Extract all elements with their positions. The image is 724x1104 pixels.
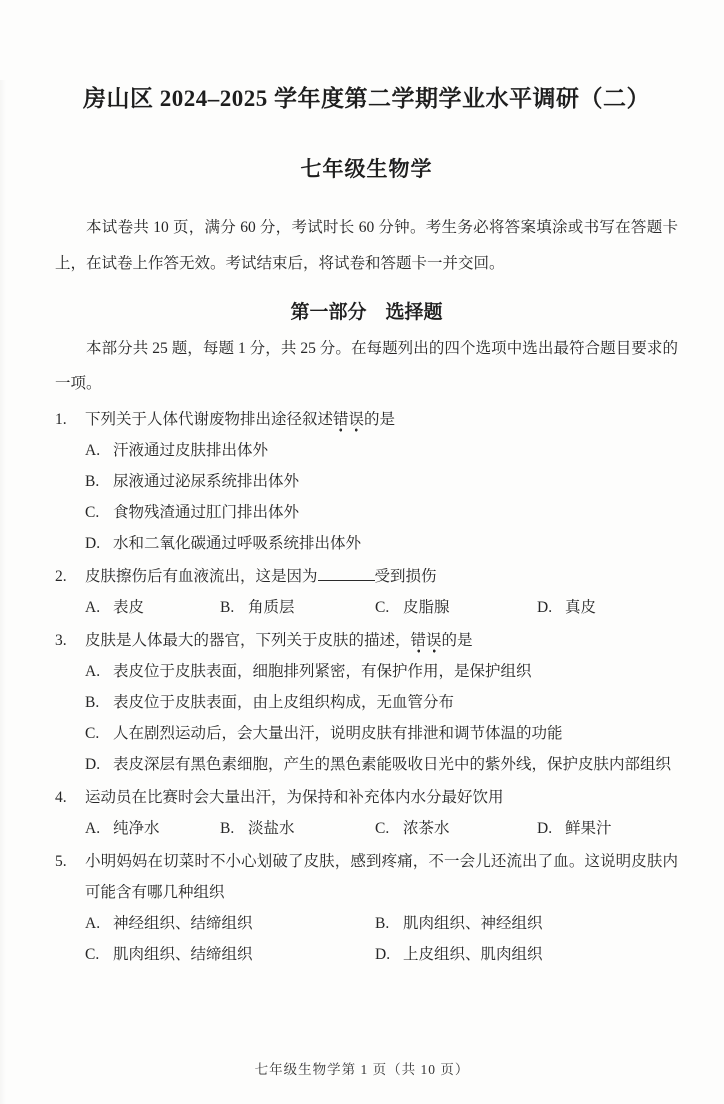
option-text: 水和二氧化碳通过呼吸系统排出体外: [113, 535, 362, 552]
question-number: 1.: [55, 411, 67, 428]
option-text: 表皮位于皮肤表面，细胞排列紧密，有保护作用，是保护组织: [113, 663, 532, 680]
question-1: [55, 404, 678, 559]
fill-in-blank-line: [318, 566, 375, 582]
exam-notice: 本试卷共 10 页，满分 60 分，考试时长 60 分钟。考生务必将答案填涂或书写在答题卡上，在试卷上作答无效。考试结束后，将试卷和答题卡一并交回。: [55, 219, 678, 272]
option-text: 肌肉组织、结缔组织: [113, 946, 253, 963]
question-4-options: [55, 813, 678, 844]
question-text: 小明妈妈在切菜时不小心划破了皮肤，感到疼痛，不一会儿还流出了血。这说明皮肤内可能含有哪几种组织: [85, 853, 678, 901]
question-5: [55, 846, 678, 970]
question-text: 受到损伤: [374, 568, 437, 585]
option-text: 尿液通过泌尿系统排出体外: [113, 473, 300, 490]
option-c: [85, 497, 678, 528]
question-3-stem: [55, 625, 678, 656]
option-b: [220, 813, 375, 844]
option-label: B.: [375, 915, 390, 932]
option-label: D.: [375, 946, 391, 963]
option-label: D.: [537, 599, 553, 616]
question-5-options: [55, 908, 678, 970]
option-label: D.: [85, 756, 101, 773]
question-number: 2.: [55, 568, 67, 585]
option-d: [85, 528, 678, 559]
option-b: [85, 466, 678, 497]
option-label: C.: [375, 599, 390, 616]
option-a: [85, 592, 220, 623]
exam-title: 房山区 2024–2025 学年度第二学期学业水平调研（二）: [83, 86, 650, 111]
option-c: [85, 939, 375, 970]
question-text: 皮肤是人体最大的器官，下列关于皮肤的描述，: [85, 632, 411, 649]
option-text: 表皮: [113, 599, 145, 616]
option-label: B.: [85, 473, 100, 490]
option-label: B.: [85, 694, 100, 711]
option-text: 肌肉组织、神经组织: [403, 915, 543, 932]
option-label: D.: [537, 820, 553, 837]
option-a: [85, 908, 375, 939]
question-text: 皮肤擦伤后有血液流出，这是因为: [85, 568, 318, 585]
question-text: 的是: [364, 411, 396, 428]
section-title: 第一部分 选择题: [290, 302, 443, 323]
option-text: 浓茶水: [403, 820, 450, 837]
question-1-options: [55, 435, 678, 559]
option-d: [537, 813, 612, 844]
option-text: 表皮深层有黑色素细胞，产生的黑色素能吸收日光中的紫外线，保护皮肤内部组织: [113, 756, 672, 773]
option-text: 淡盐水: [248, 820, 295, 837]
section-intro: 本部分共 25 题，每题 1 分，共 25 分。在每题列出的四个选项中选出最符合题目要求的一项。: [55, 340, 678, 392]
emphasized-text: 错误: [333, 411, 364, 432]
question-text: 下列关于人体代谢废物排出途径叙述: [85, 411, 334, 428]
scanned-exam-page: [0, 80, 724, 1104]
option-label: C.: [85, 504, 100, 521]
question-5-stem: [55, 846, 678, 908]
option-text: 人在剧烈运动后，会大量出汗，说明皮肤有排泄和调节体温的功能: [113, 725, 563, 742]
emphasized-text: 错误: [411, 632, 442, 653]
question-text: 的是: [441, 632, 473, 649]
option-label: B.: [220, 599, 235, 616]
option-label: C.: [375, 820, 390, 837]
option-label: A.: [85, 915, 101, 932]
question-2-stem: [55, 561, 678, 592]
option-text: 神经组织、结缔组织: [113, 915, 253, 932]
option-text: 鲜果汁: [565, 820, 612, 837]
option-c: [85, 718, 678, 749]
question-4-stem: [55, 782, 678, 813]
question-2-options: [55, 592, 678, 623]
option-text: 皮脂腺: [403, 599, 450, 616]
option-a: [85, 813, 220, 844]
option-d: [85, 749, 678, 780]
option-label: A.: [85, 599, 101, 616]
question-1-stem: [55, 404, 678, 435]
option-label: A.: [85, 820, 101, 837]
option-b: [375, 908, 678, 939]
option-d: [375, 939, 678, 970]
option-c: [375, 592, 537, 623]
option-text: 真皮: [565, 599, 597, 616]
option-text: 上皮组织、肌肉组织: [403, 946, 543, 963]
option-text: 角质层: [248, 599, 295, 616]
option-text: 食物残渣通过肛门排出体外: [113, 504, 300, 521]
option-text: 汗液通过皮肤排出体外: [113, 442, 269, 459]
question-3-options: [55, 656, 678, 780]
question-list: [55, 404, 678, 970]
option-label: B.: [220, 820, 235, 837]
option-label: C.: [85, 725, 100, 742]
exam-paper: [0, 80, 724, 970]
option-d: [537, 592, 596, 623]
option-label: A.: [85, 442, 101, 459]
question-text: 运动员在比赛时会大量出汗，为保持和补充体内水分最好饮用: [85, 789, 504, 806]
page-footer: 七年级生物学第 1 页（共 10 页）: [254, 1062, 470, 1077]
option-label: A.: [85, 663, 101, 680]
option-label: C.: [85, 946, 100, 963]
question-number: 4.: [55, 789, 67, 806]
question-4: [55, 782, 678, 844]
question-3: [55, 625, 678, 780]
option-a: [85, 435, 678, 466]
option-text: 纯净水: [113, 820, 160, 837]
exam-subject: 七年级生物学: [300, 157, 433, 181]
question-number: 3.: [55, 632, 67, 649]
option-b: [85, 687, 678, 718]
question-number: 5.: [55, 853, 67, 870]
option-c: [375, 813, 537, 844]
option-label: D.: [85, 535, 101, 552]
option-text: 表皮位于皮肤表面，由上皮组织构成，无血管分布: [113, 694, 455, 711]
option-a: [85, 656, 678, 687]
option-b: [220, 592, 375, 623]
question-2: [55, 561, 678, 623]
